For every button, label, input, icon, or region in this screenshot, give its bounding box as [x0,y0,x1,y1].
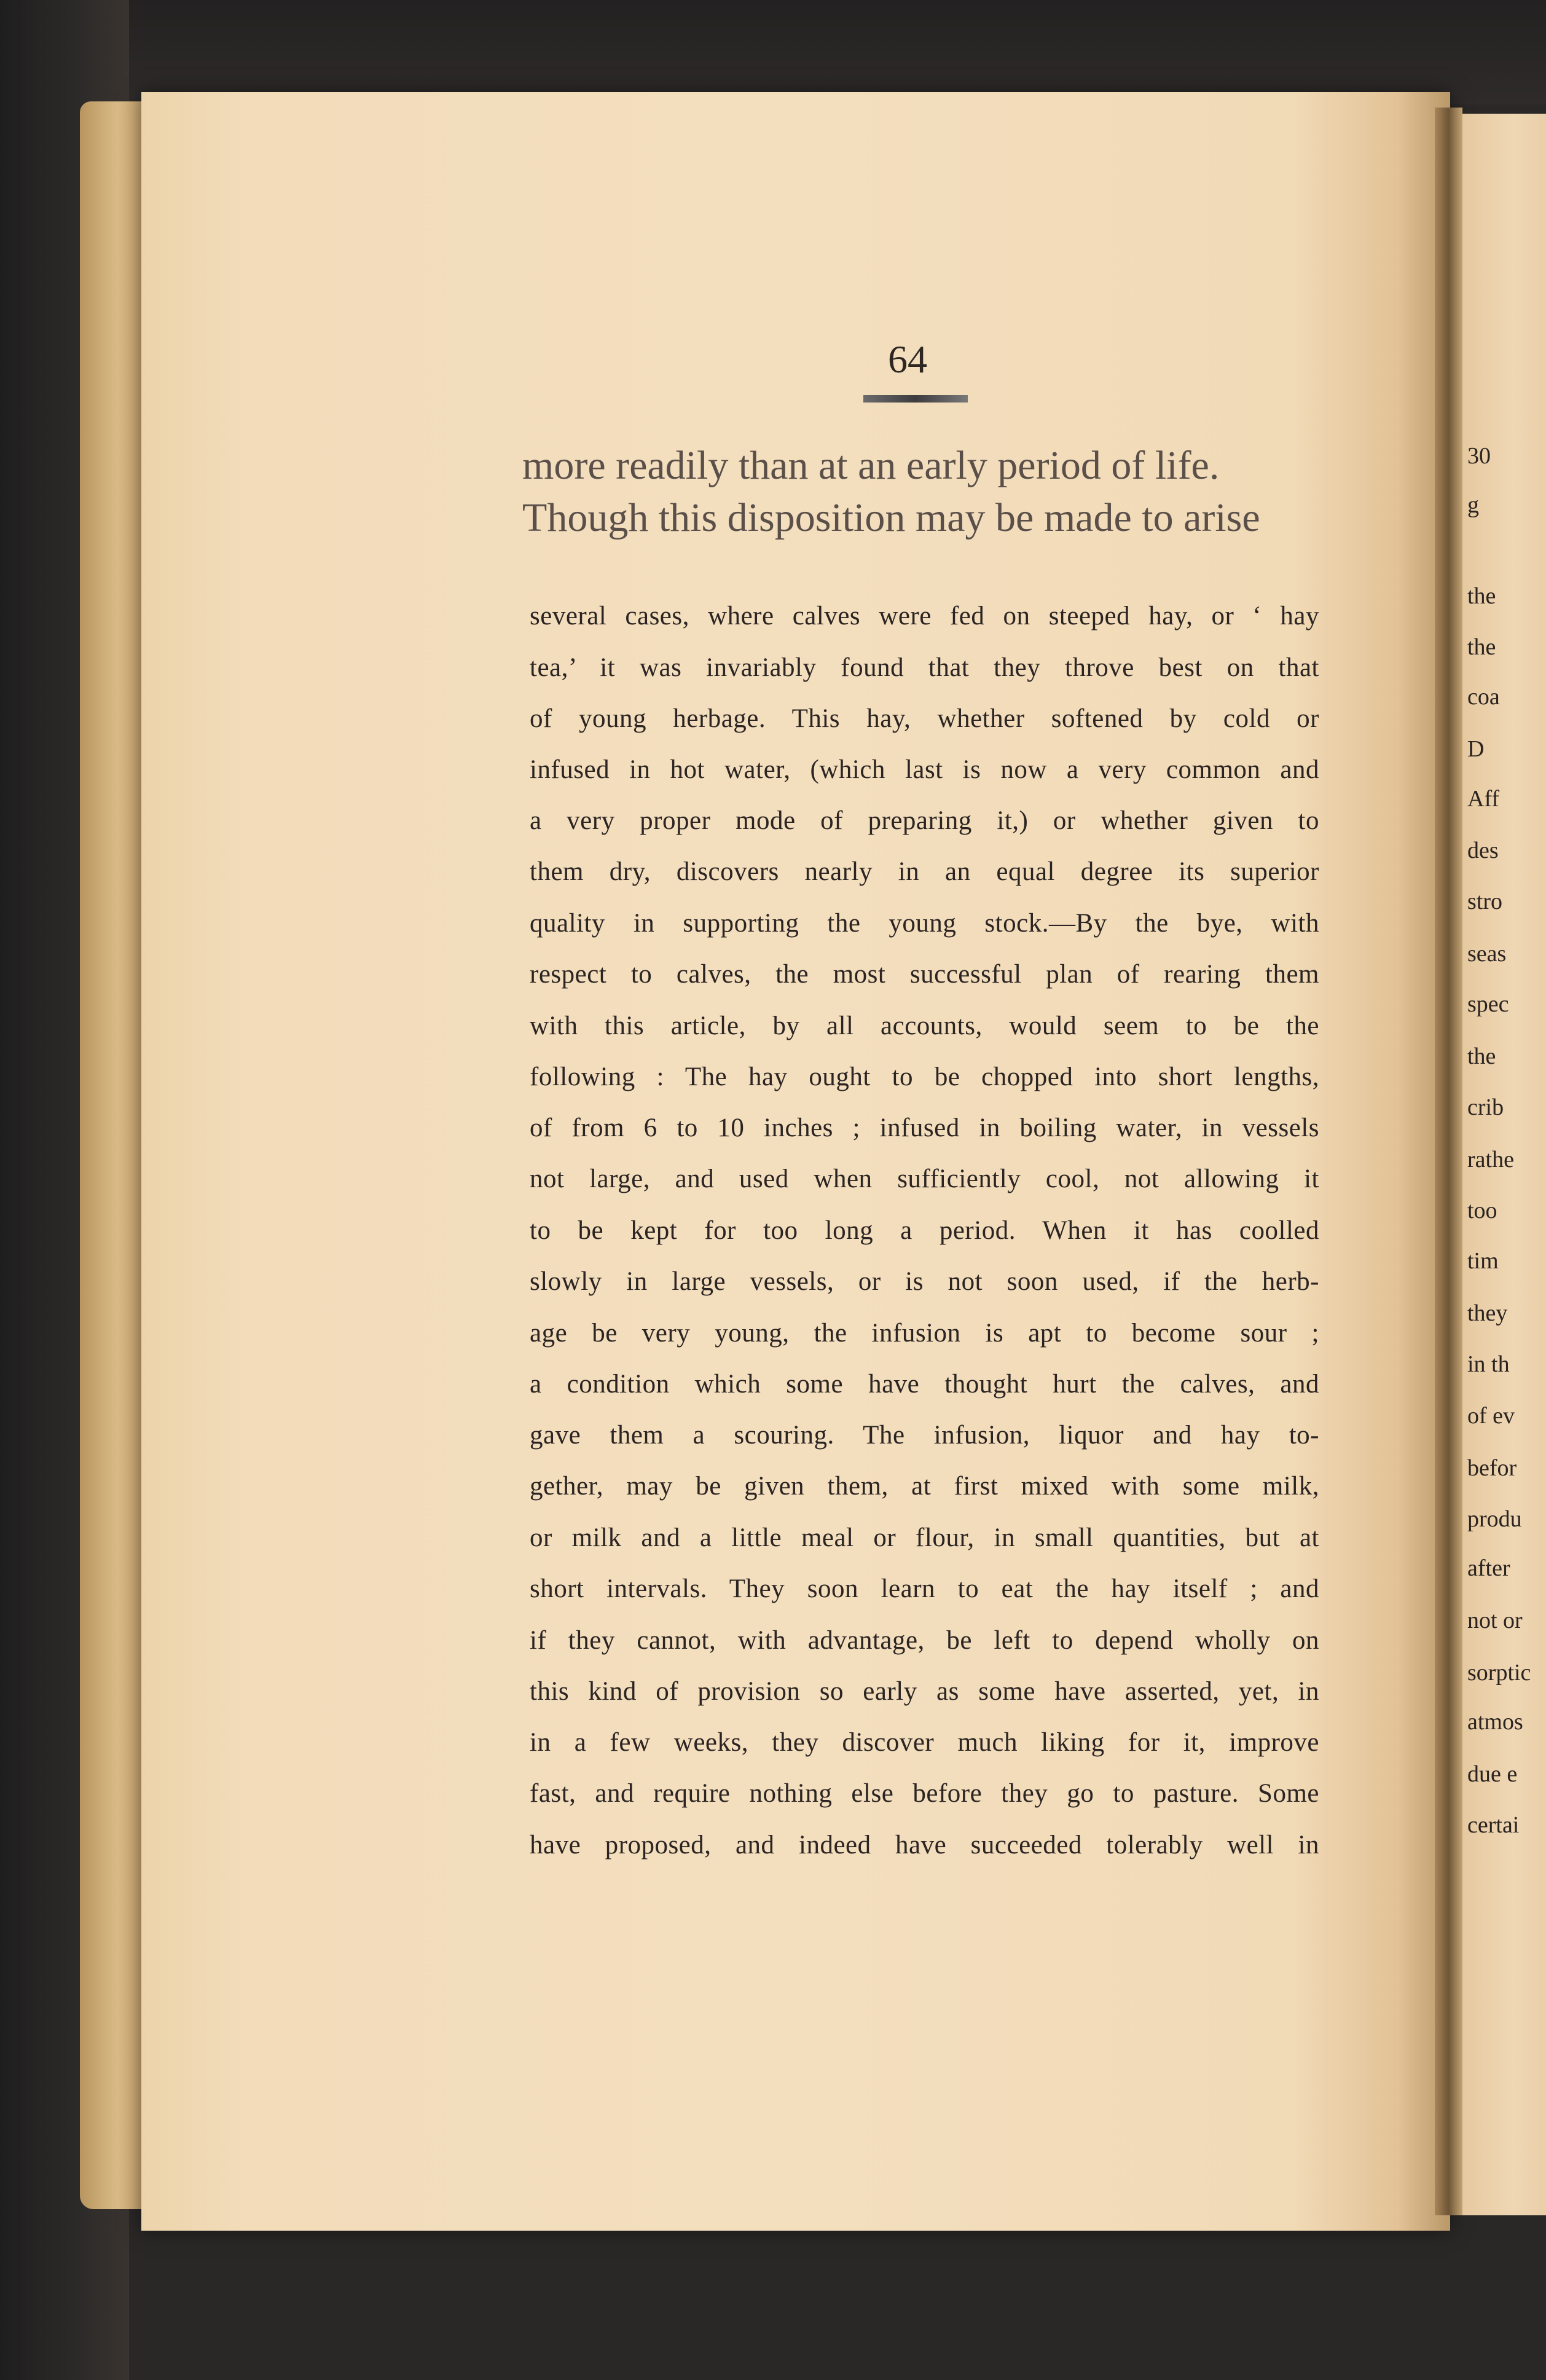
background-cloth-top [0,0,1546,104]
text-line: in a few weeks, they discover much liking for it, improve [530,1728,1319,1757]
facing-page-fragment: g [1467,492,1479,518]
text-line: of young herbage. This hay, whether softened by cold or [530,704,1319,733]
facing-page-fragment: seas [1467,941,1507,967]
facing-page-fragment: too [1467,1198,1497,1223]
facing-page-fragment: in th [1467,1351,1510,1377]
text-line: gave them a scouring. The infusion, liquor and hay to- [530,1421,1319,1450]
facing-page-fragment: crib [1467,1094,1504,1120]
text-line: of from 6 to 10 inches ; infused in boiling water, in vessels [530,1113,1319,1142]
facing-page-fragment: atmos [1467,1709,1523,1735]
facing-page-fragment: of ev [1467,1403,1515,1429]
text-line: not large, and used when sufficiently cool, not allowing it [530,1164,1319,1193]
text-line: have proposed, and indeed have succeeded tolerably well in [530,1831,1319,1860]
book-gutter [1435,108,1462,2215]
text-line: or milk and a little meal or flour, in small quantities, but at [530,1523,1319,1552]
text-line: with this article, by all accounts, would seem to be the [530,1011,1319,1040]
facing-page-fragment: D [1467,736,1485,762]
text-line: a condition which some have thought hurt the calves, and [530,1370,1319,1399]
text-line: this kind of provision so early as some have asserted, yet, in [530,1677,1319,1706]
facing-page-fragment: the [1467,1043,1496,1069]
text-line: short intervals. They soon learn to eat the hay itself ; and [530,1574,1319,1603]
text-line: if they cannot, with advantage, be left to depend wholly on [530,1626,1319,1655]
text-line: a very proper mode of preparing it,) or whether given to [530,806,1319,835]
facing-page-fragment: rathe [1467,1147,1514,1172]
text-line: to be kept for too long a period. When it has coolled [530,1216,1319,1245]
book-page [141,92,1450,2231]
text-line: respect to calves, the most successful plan of rearing them [530,960,1319,989]
facing-page-fragment: after [1467,1555,1510,1581]
offset-text-line: more readily than at an early period of life. [522,443,1220,488]
facing-page-fragment: Aff [1467,786,1500,812]
facing-page-fragment: not or [1467,1608,1523,1633]
facing-page-fragment: spec [1467,991,1509,1017]
page-number-rule [863,395,968,403]
facing-page-fragment: 30 [1467,443,1491,469]
facing-page-fragment: certai [1467,1812,1520,1838]
facing-page-fragment: produ [1467,1506,1522,1532]
facing-page-fragment: tim [1467,1248,1499,1274]
text-line: slowly in large vessels, or is not soon used, if the herb- [530,1267,1319,1296]
facing-page-fragment: the [1467,583,1496,609]
text-line: following : The hay ought to be chopped into short lengths, [530,1062,1319,1091]
text-line: fast, and require nothing else before they go to pasture. Some [530,1779,1319,1808]
text-line: age be very young, the infusion is apt to become sour ; [530,1319,1319,1348]
offset-text-line: Though this disposition may be made to arise [522,495,1260,540]
facing-page-fragment: stro [1467,889,1502,914]
facing-page-fragment: coa [1467,684,1500,710]
text-line: infused in hot water, (which last is now a very common and [530,755,1319,784]
text-line: gether, may be given them, at first mixed with some milk, [530,1472,1319,1501]
facing-page-fragment: the [1467,634,1496,660]
text-line: quality in supporting the young stock.—By the bye, with [530,909,1319,938]
facing-page-fragment: des [1467,838,1499,863]
page-number: 64 [888,337,927,381]
facing-page-fragment: they [1467,1300,1508,1326]
text-line: them dry, discovers nearly in an equal degree its superior [530,857,1319,886]
facing-page-fragment: due e [1467,1761,1518,1787]
facing-page-fragment: befor [1467,1455,1517,1481]
text-line: tea,’ it was invariably found that they throve best on that [530,653,1319,682]
text-line: several cases, where calves were fed on steeped hay, or ‘ hay [530,602,1319,630]
facing-page-fragment: sorptic [1467,1660,1531,1686]
